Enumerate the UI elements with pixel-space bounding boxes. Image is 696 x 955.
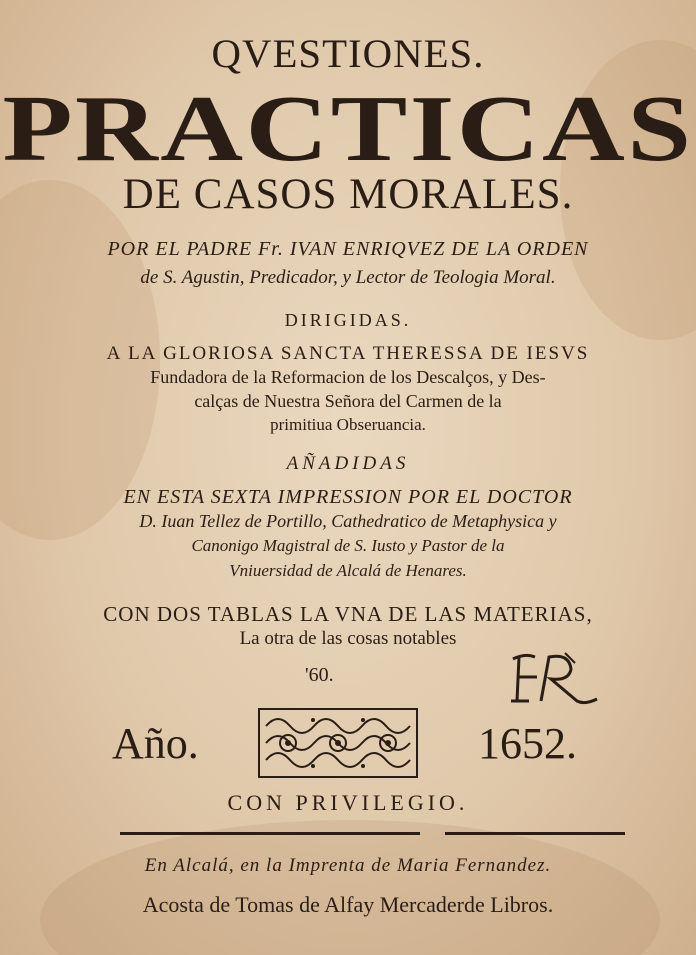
divider-rule bbox=[120, 832, 420, 835]
tables-line-2: La otra de las cosas notables bbox=[239, 628, 457, 649]
year-value: 1652. bbox=[478, 719, 577, 768]
author-line-1: POR EL PADRE Fr. IVAN ENRIQVEZ DE LA ORDEN bbox=[107, 238, 589, 260]
anadidas-heading: AÑADIDAS bbox=[286, 453, 410, 474]
impression-line-2: D. Iuan Tellez de Portillo, Cathedratico de Metaphysica y bbox=[139, 511, 557, 531]
title-casos-morales: DE CASOS MORALES. bbox=[122, 171, 574, 218]
tables-line-1: CON DOS TABLAS LA VNA DE LAS MATERIAS, bbox=[103, 602, 593, 626]
inventory-mark: '60. bbox=[305, 664, 334, 686]
impression-line-4: Vniuersidad de Alcalá de Henares. bbox=[229, 561, 467, 580]
title-questiones: QVESTIONES. bbox=[211, 31, 485, 76]
author-line-2: de S. Agustin, Predicador, y Lector de Teologia Moral. bbox=[140, 267, 556, 288]
handwritten-monogram-icon bbox=[505, 649, 600, 709]
imprint-line: En Alcalá, en la Imprenta de Maria Fernandez. bbox=[144, 855, 552, 876]
dirigidas-heading: DIRIGIDAS. bbox=[284, 310, 412, 330]
title-practicas: PRACTICAS bbox=[2, 77, 694, 181]
year-label: Año. bbox=[112, 719, 199, 768]
divider-rule bbox=[445, 832, 625, 835]
impression-line-1: EN ESTA SEXTA IMPRESSION POR EL DOCTOR bbox=[123, 486, 573, 508]
privilegio-line: CON PRIVILEGIO. bbox=[227, 790, 469, 815]
impression-line-3: Canonigo Magistral de S. Iusto y Pastor de la bbox=[191, 536, 505, 555]
paper-stain bbox=[40, 820, 660, 955]
seller-line: Acosta de Tomas de Alfay Mercaderde Libros. bbox=[142, 892, 554, 917]
woodcut-ornament-icon bbox=[258, 708, 418, 778]
dedication-line-3: calças de Nuestra Señora del Carmen de la bbox=[194, 391, 502, 411]
dedication-line-1: A LA GLORIOSA SANCTA THERESSA DE IESVS bbox=[106, 343, 590, 364]
dedication-line-2: Fundadora de la Reformacion de los Descalços, y Des- bbox=[150, 367, 546, 387]
dedication-line-4: primitiua Obseruancia. bbox=[270, 415, 426, 434]
